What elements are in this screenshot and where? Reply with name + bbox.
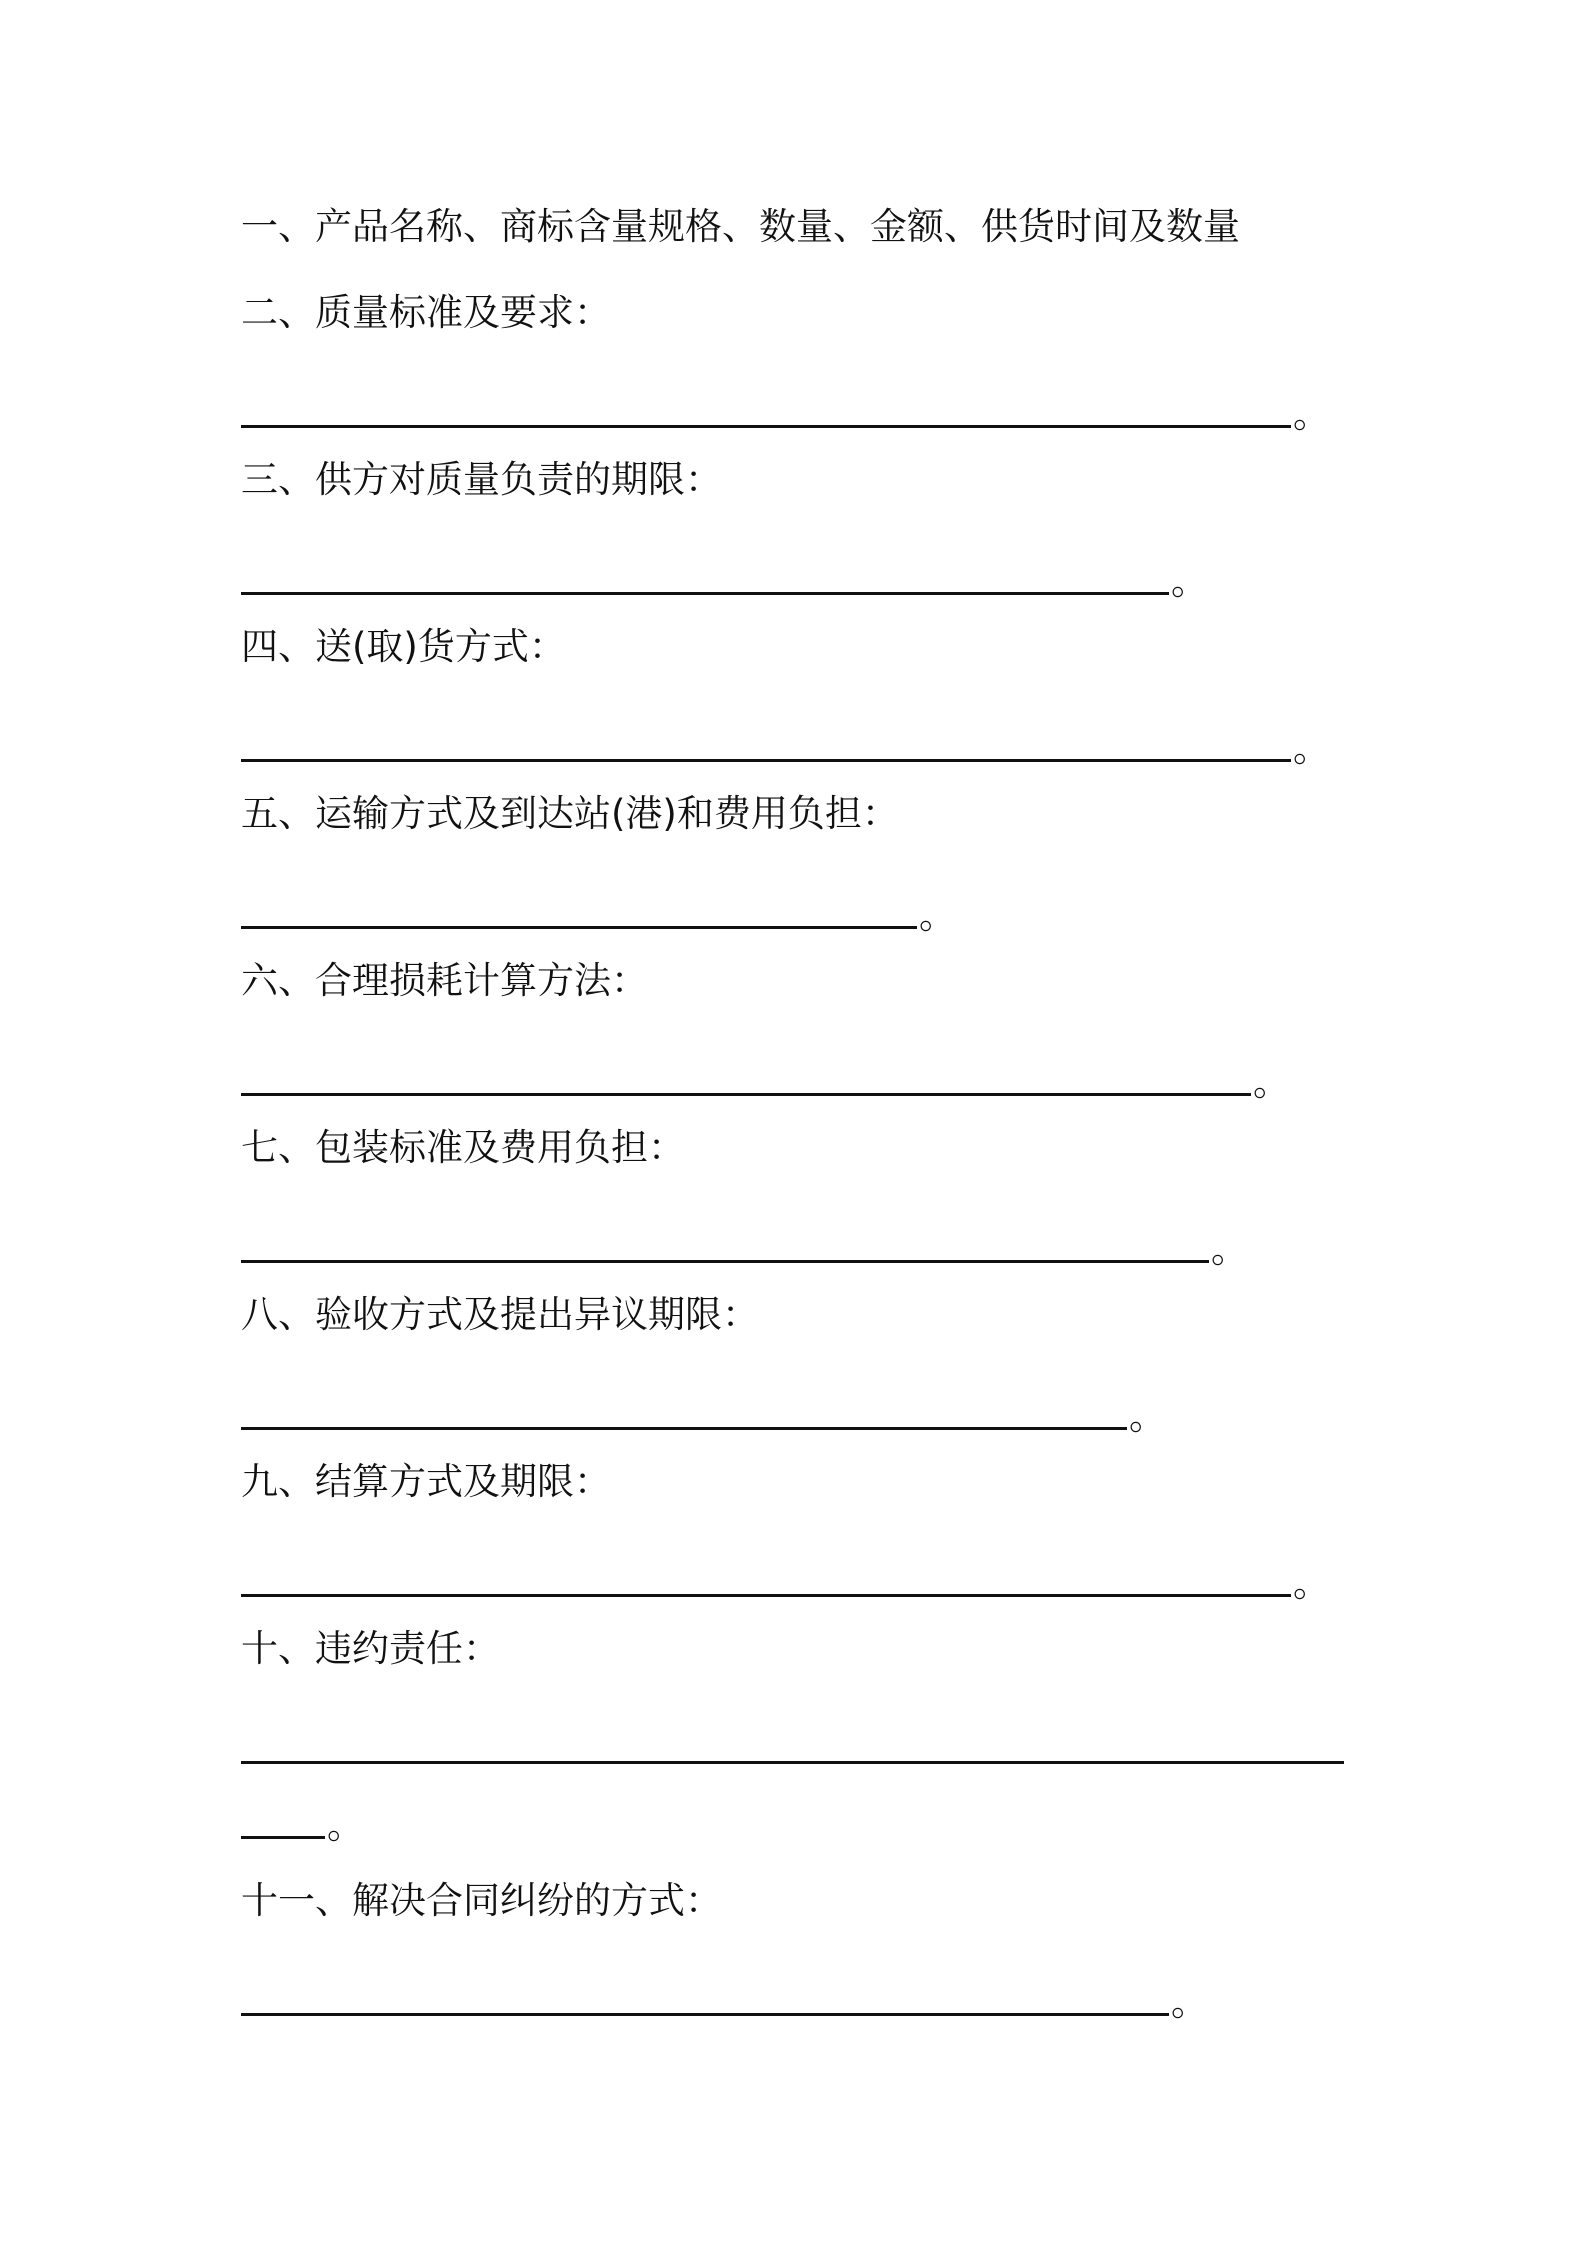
clause-3-period: 。 [1171,560,1208,603]
clause-4-period: 。 [1293,727,1330,770]
clause-1-heading: 一、产品名称、商标含量规格、数量、金额、供货时间及数量 [241,205,1240,248]
clause-10-period: 。 [327,1804,364,1847]
clause-2-underline [241,425,1291,428]
clause-10-blank-line-1[interactable] [241,1726,1344,1776]
clause-8-underline [241,1427,1127,1430]
clause-2-period: 。 [1293,393,1330,436]
clause-2-blank[interactable] [241,390,1330,440]
clause-7-blank[interactable] [241,1225,1248,1275]
clause-2-heading: 二、质量标准及要求： [241,291,611,334]
clause-4-blank[interactable] [241,724,1330,774]
clause-11-underline [241,2013,1169,2016]
clause-7-underline [241,1260,1209,1263]
clause-9-underline [241,1594,1291,1597]
clause-8-heading: 八、验收方式及提出异议期限： [241,1293,759,1336]
clause-10-blank-line-2[interactable] [241,1801,364,1851]
clause-9-period: 。 [1293,1562,1330,1605]
clause-4-heading: 四、送(取)货方式： [241,625,566,668]
clause-3-underline [241,592,1169,595]
clause-11-heading: 十一、解决合同纠纷的方式： [241,1879,722,1922]
clause-8-blank[interactable] [241,1392,1166,1442]
clause-11-period: 。 [1171,1981,1208,2024]
clause-11-blank[interactable] [241,1978,1208,2028]
clause-3-blank[interactable] [241,557,1208,607]
clause-10-underline-1 [241,1761,1344,1764]
clause-5-period: 。 [919,894,956,937]
clause-10-underline-2 [241,1836,325,1839]
clause-5-blank[interactable] [241,891,956,941]
clause-5-heading: 五、运输方式及到达站(港)和费用负担： [241,792,899,835]
clause-4-underline [241,759,1291,762]
clause-7-heading: 七、包装标准及费用负担： [241,1126,685,1169]
clause-6-underline [241,1093,1251,1096]
clause-6-heading: 六、合理损耗计算方法： [241,959,648,1002]
clause-3-heading: 三、供方对质量负责的期限： [241,458,722,501]
clause-8-period: 。 [1129,1395,1166,1438]
clause-7-period: 。 [1211,1228,1248,1271]
clause-9-blank[interactable] [241,1559,1330,1609]
clause-5-underline [241,926,917,929]
clause-10-heading: 十、违约责任： [241,1627,500,1670]
clause-9-heading: 九、结算方式及期限： [241,1460,611,1503]
clause-6-blank[interactable] [241,1058,1290,1108]
clause-6-period: 。 [1253,1061,1290,1104]
